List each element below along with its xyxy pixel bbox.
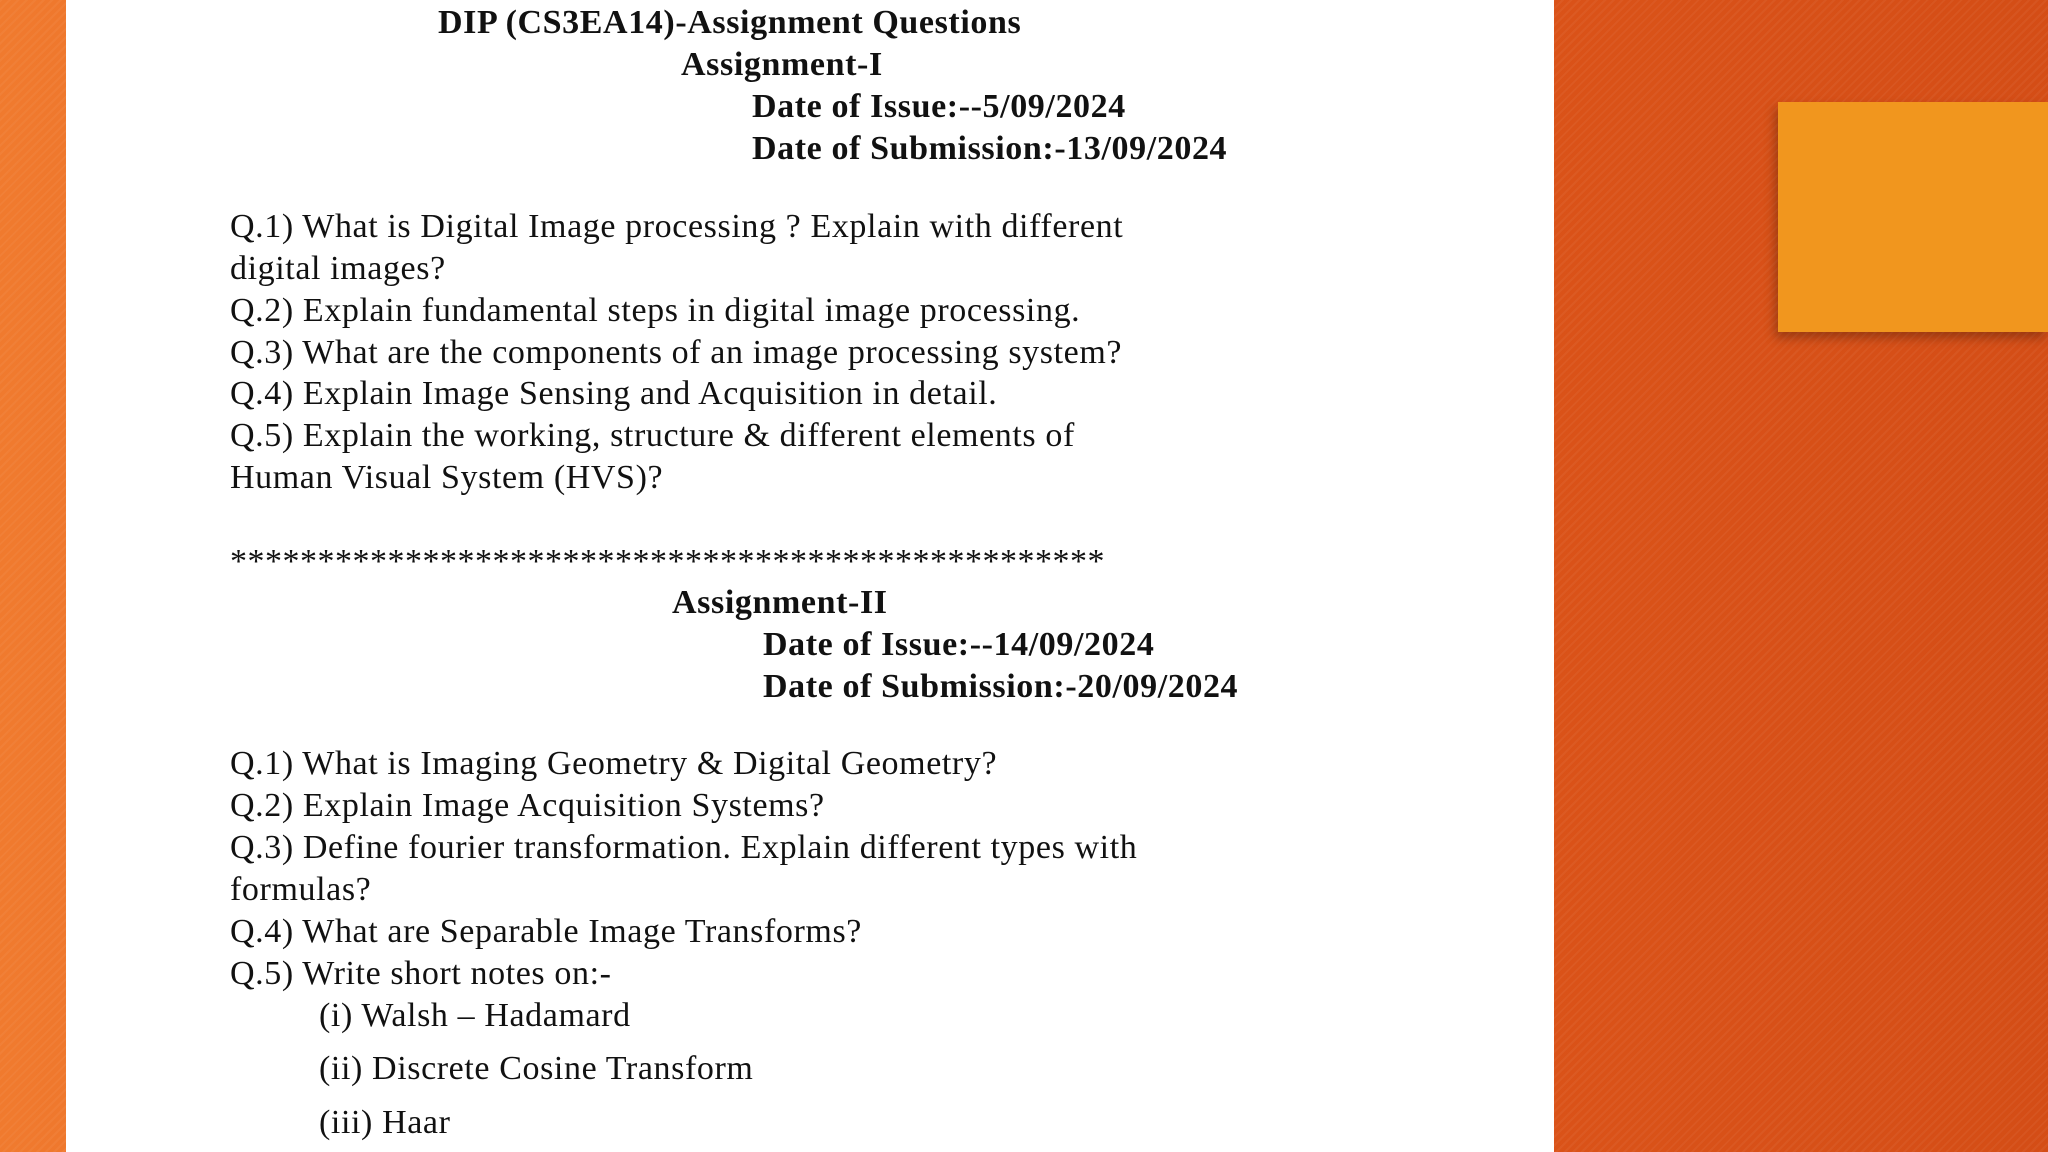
assignment-2-heading: Assignment-II	[672, 584, 888, 621]
assignment-2-question-line: Q.1) What is Imaging Geometry & Digital Geometry?	[230, 745, 998, 782]
assignment-2-question-line: Q.5) Write short notes on:-	[230, 955, 612, 992]
assignment-1-heading: Assignment-I	[681, 46, 883, 83]
assignment-2-question-line: Q.4) What are Separable Image Transforms?	[230, 913, 863, 950]
assignment-1-question-line: Q.4) Explain Image Sensing and Acquisition in detail.	[230, 375, 998, 412]
document-title: DIP (CS3EA14)-Assignment Questions	[438, 4, 1022, 41]
assignment-1-question-line: digital images?	[230, 250, 446, 287]
separator-line: **************************************************	[230, 543, 1105, 580]
document-page	[66, 0, 1554, 1152]
assignment-2-issue-date: Date of Issue:--14/09/2024	[763, 626, 1155, 663]
sub-item-discrete-cosine-transform: (ii) Discrete Cosine Transform	[319, 1050, 754, 1087]
assignment-1-question-line: Q.2) Explain fundamental steps in digital image processing.	[230, 292, 1081, 329]
assignment-1-issue-date: Date of Issue:--5/09/2024	[752, 88, 1126, 125]
assignment-1-question-line: Human Visual System (HVS)?	[230, 459, 664, 496]
assignment-1-question-line: Q.1) What is Digital Image processing ? Explain with different	[230, 208, 1124, 245]
assignment-1-question-line: Q.3) What are the components of an image processing system?	[230, 334, 1123, 371]
accent-square	[1778, 102, 2048, 332]
assignment-2-question-line: Q.2) Explain Image Acquisition Systems?	[230, 787, 825, 824]
assignment-2-submission-date: Date of Submission:-20/09/2024	[763, 668, 1239, 705]
assignment-2-question-line: formulas?	[230, 871, 372, 908]
assignment-1-submission-date: Date of Submission:-13/09/2024	[752, 130, 1228, 167]
sub-item-haar: (iii) Haar	[319, 1104, 451, 1141]
sub-item-walsh-hadamard: (i) Walsh – Hadamard	[319, 997, 631, 1034]
assignment-2-question-line: Q.3) Define fourier transformation. Explain different types with	[230, 829, 1138, 866]
assignment-1-question-line: Q.5) Explain the working, structure & different elements of	[230, 417, 1075, 454]
